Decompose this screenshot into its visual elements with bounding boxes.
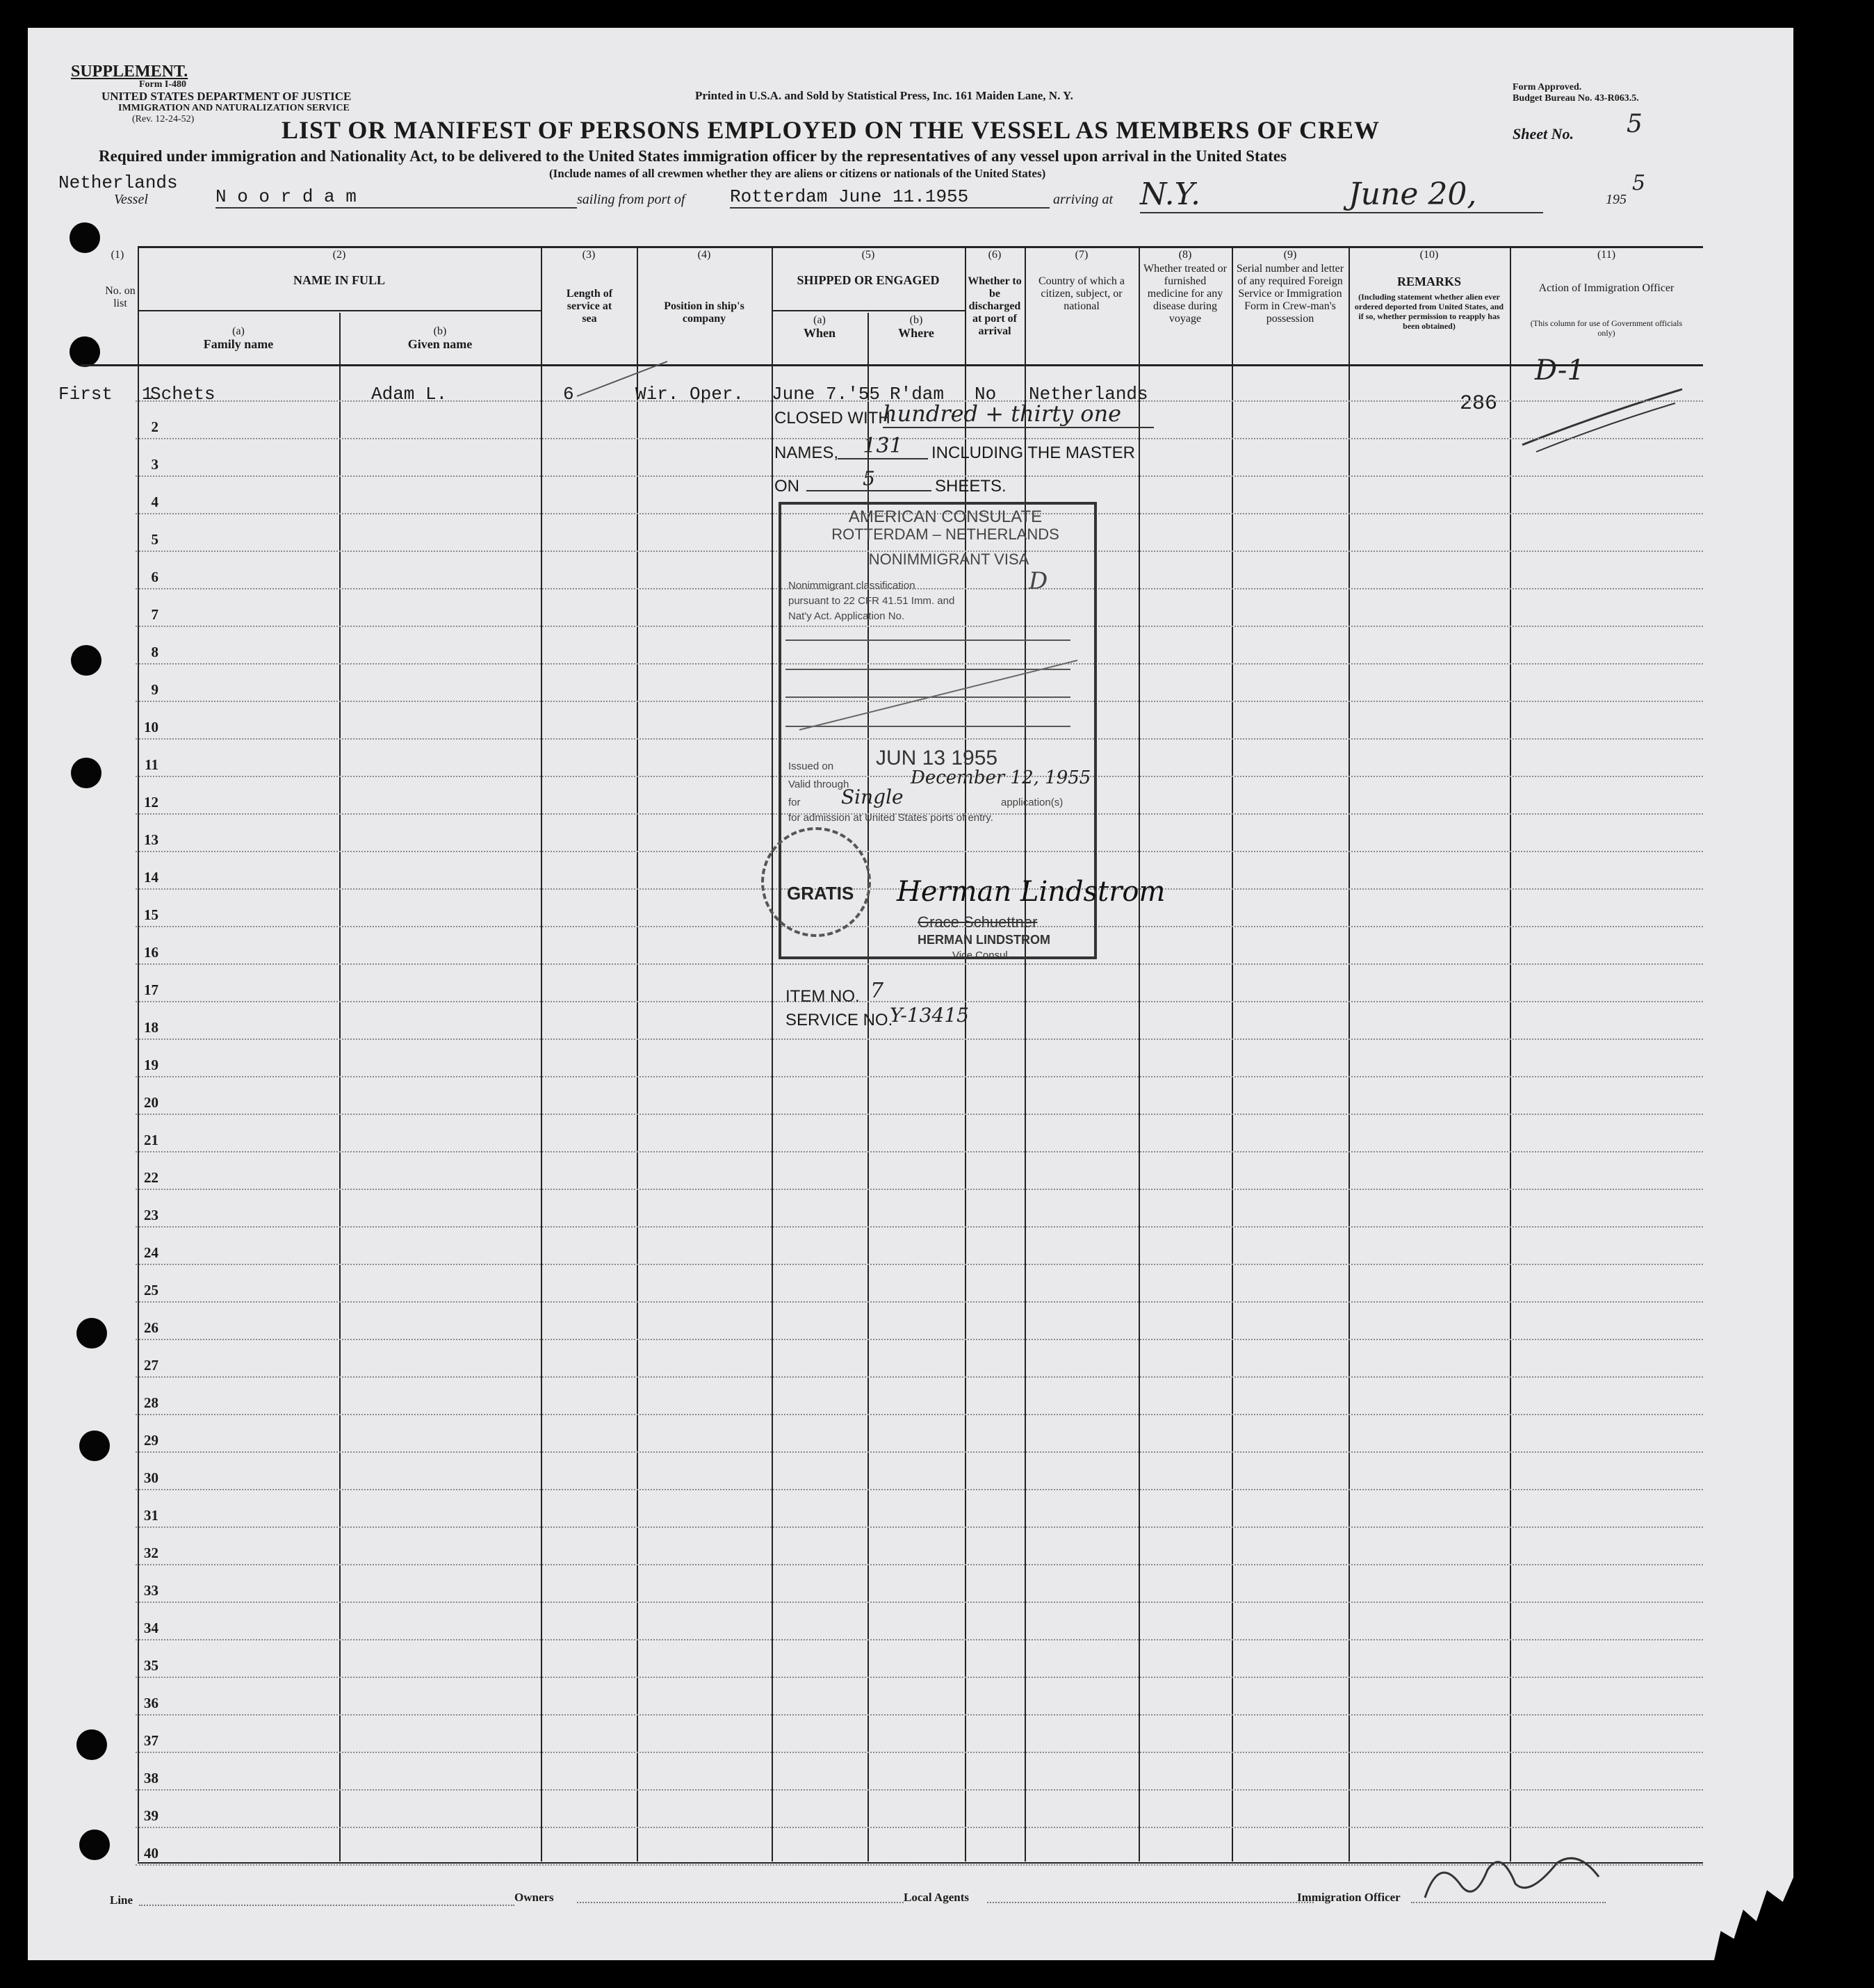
row-number: 19 [144,1057,158,1073]
sheets-label: SHEETS. [935,477,1007,496]
row-number: 17 [144,981,158,998]
department: UNITED STATES DEPARTMENT OF JUSTICE [101,90,352,103]
row-number: 38 [144,1770,158,1786]
row-number: 12 [144,794,158,810]
row-rule [136,1639,1703,1640]
punch-hole [76,1729,107,1760]
punch-hole [70,222,100,253]
budget-bureau: Budget Bureau No. 43-R063.5. [1513,93,1639,104]
row-number: 8 [151,644,158,660]
on-label: ON [774,477,799,496]
row-rule [136,1376,1703,1378]
row-rule [136,1714,1703,1716]
printer-note: Printed in U.S.A. and Sold by Statistical Press, Inc. 161 Maiden Lane, N. Y. [695,89,1073,102]
col-6-number: (6) [988,249,1002,261]
col-10-number: (10) [1419,249,1439,261]
consulate-seal [761,827,871,937]
sheet-label: Sheet No. [1513,125,1574,142]
row-number: 7 [151,606,158,623]
row-number: 13 [144,831,158,848]
sheets-count: 5 [806,467,931,491]
stamp-consulate: AMERICAN CONSULATE [848,507,1043,526]
arriving-label: arriving at [1053,192,1114,207]
col-7-header: Country of which a citizen, subject, or national [1038,275,1125,312]
sailing-label: sailing from port of [577,192,685,207]
row-number: 21 [144,1132,158,1148]
officer-signature [1418,1842,1640,1912]
consul-signature: Herman Lindstrom [897,876,1166,908]
col-9-header: Serial number and letter of any required Foreign Service or Immigration Form in Crew-man's possession [1236,263,1344,325]
manifest-page [28,28,1793,1960]
row-number: 9 [151,681,158,698]
entry-country: Netherlands [1029,384,1148,405]
arriving-port: N.Y. [1140,177,1543,213]
row-rule [136,1789,1703,1791]
row-number: 16 [144,944,158,961]
col-11-note: (This column for use of Government officials only) [1530,318,1683,338]
punch-hole [71,758,101,788]
revision: (Rev. 12-24-52) [132,114,195,124]
row-rule [136,1301,1703,1303]
col-11-number: (11) [1597,249,1616,261]
closed-with-label: CLOSED WITH [774,409,890,427]
stamp-class-value: D [1029,567,1048,595]
stamp-issued-date: JUN 13 1955 [876,747,998,769]
entry-position: Wir. Oper. [635,384,744,405]
col-5a-letter: (a) [813,314,826,326]
row-rule [136,1151,1703,1152]
footer-officer-label: Immigration Officer [1297,1891,1401,1904]
entry-number: 1 [142,384,153,405]
stamp-gratis: GRATIS [787,883,854,904]
vessel-label: Vessel [114,192,148,207]
col-2b-letter: (b) [433,325,447,337]
form-approved: Form Approved. [1513,82,1582,92]
col-8-number: (8) [1178,249,1192,261]
col-11-header: Action of Immigration Officer [1538,282,1675,294]
col-2a-header: Family name [203,337,274,351]
col-4-header: Position in ship's company [664,300,744,325]
country-typed: Netherlands [58,172,178,193]
row-number: 23 [144,1207,158,1223]
row-number: 3 [151,456,158,473]
supplement-label: SUPPLEMENT. [71,63,188,81]
row-number: 15 [144,906,158,923]
entry-remarks: 286 [1460,392,1498,416]
stamp-admission: for admission at United States ports of entry. [788,812,993,824]
col-5a-header: When [803,326,836,340]
row-number: 36 [144,1695,158,1711]
entry-service-length: 6 [563,384,574,405]
stamp-valid-date: December 12, 1955 [911,767,1091,788]
row-number: 20 [144,1094,158,1111]
stamp-visa-type: NONIMMIGRANT VISA [868,551,1029,568]
names-label: NAMES, [774,443,839,462]
row-number: 39 [144,1807,158,1824]
service-number: Y-13415 [890,1004,969,1027]
entry-given-name: Adam L. [371,384,448,405]
stamp-city: ROTTERDAM – NETHERLANDS [831,525,1059,543]
row-number: 34 [144,1620,158,1636]
row-rule [136,1076,1703,1077]
row-rule [136,1189,1703,1190]
service-label: SERVICE NO. [785,1011,893,1029]
form-number: Form I-480 [139,79,187,90]
row-number: 40 [144,1845,158,1861]
entry-shipped-when: June 7.'55 [772,384,881,405]
row-number: 10 [144,719,158,735]
entry-prefix: First [58,384,113,405]
punch-hole [79,1830,110,1860]
including-master: INCLUDING THE MASTER [931,443,1135,462]
stamp-entries: Single [841,785,904,808]
col-10-note: (Including statement whether alien ever ordered deported from United States, and if so, whether permission to reapply has been obtained) [1354,292,1504,331]
action-checkmark [1508,375,1689,459]
stamp-classification: Nonimmigrant classification [788,580,915,592]
page-title: LIST OR MANIFEST OF PERSONS EMPLOYED ON THE VESSEL AS MEMBERS OF CREW [282,116,1380,144]
row-number: 5 [151,531,158,548]
row-number: 6 [151,569,158,585]
sailing-port: Rotterdam June 11.1955 [730,186,1050,209]
item-label: ITEM NO. [785,987,860,1006]
footer-line-label: Line [110,1893,133,1907]
item-number: 7 [870,979,884,1003]
required-statement: Required under immigration and Nationality Act, to be delivered to the United States immigration officer by the representatives of any vessel upon arrival in the United States [99,147,1287,165]
row-number: 35 [144,1657,158,1674]
year-prefix: 195 [1606,192,1627,207]
row-rule [136,1752,1703,1753]
col-5b-letter: (b) [909,314,923,326]
row-rule [136,1038,1703,1040]
stamp-vice-consul: Vice Consul [952,950,1008,961]
col-6-header: Whether to be discharged at port of arrival [968,275,1022,337]
col-5b-header: Where [898,326,934,340]
row-number: 26 [144,1319,158,1336]
row-number: 4 [151,494,158,510]
row-rule [136,1827,1703,1828]
punch-hole [79,1431,110,1461]
entry-family-name: Schets [150,384,215,405]
row-rule [136,1114,1703,1115]
row-rule [136,1489,1703,1490]
row-number: 33 [144,1582,158,1599]
row-rule [136,963,1703,965]
stamp-issued-label: Issued on [788,760,834,772]
footer-agents-label: Local Agents [904,1891,969,1904]
punch-hole [76,1318,107,1349]
row-number: 18 [144,1019,158,1036]
col-7-number: (7) [1075,249,1089,261]
row-number: 22 [144,1169,158,1186]
col-1-number: (1) [111,249,124,261]
row-number: 37 [144,1732,158,1749]
col-4-number: (4) [697,249,711,261]
col-2-header: NAME IN FULL [293,273,385,287]
vessel-name: N o o r d a m [215,186,577,209]
row-rule [136,1339,1703,1340]
row-number: 29 [144,1432,158,1449]
entry-shipped-where: R'dam [890,384,945,405]
closed-with-count: hundred + thirty one [883,400,1154,428]
row-number: 30 [144,1469,158,1486]
col-10-header: REMARKS [1396,275,1461,288]
col-1-header: No. on list [105,285,136,309]
col-9-number: (9) [1283,249,1297,261]
punch-hole [71,645,101,676]
footer-owners-label: Owners [514,1891,554,1904]
row-rule [136,1451,1703,1453]
stamp-diagonal-mark [792,653,1084,744]
row-rule [136,1414,1703,1415]
row-rule [136,1001,1703,1002]
row-rule [136,1526,1703,1528]
row-number: 25 [144,1282,158,1298]
row-rule [136,1564,1703,1565]
col-3-header: Length of service at sea [566,288,613,325]
row-number: 2 [151,418,158,435]
torn-corner [1661,1863,1793,1960]
stamp-struck-name: Grace Schuettner [918,913,1038,931]
col-2a-letter: (a) [232,325,245,337]
row-number: 11 [145,756,158,773]
punch-hole [70,336,100,367]
stamp-for-label: for [788,797,801,808]
stamp-valid-label: Valid through [788,779,849,790]
sheet-number: 5 [1627,110,1643,138]
row-number: 28 [144,1394,158,1411]
row-rule [136,1602,1703,1603]
service-tick [570,355,681,403]
col-2-number: (2) [332,249,346,261]
col-5-header: SHIPPED OR ENGAGED [797,273,940,287]
row-number: 32 [144,1545,158,1561]
arriving-date: June 20, [1349,177,1477,212]
col-3-number: (3) [582,249,596,261]
row-number: 14 [144,869,158,886]
row-rule [136,1677,1703,1678]
col-2b-header: Given name [407,337,473,351]
stamp-applications: application(s) [1001,797,1064,808]
stamp-cfr: pursuant to 22 CFR 41.51 Imm. and [788,595,955,607]
stamp-application: Nat'y Act. Application No. [788,610,905,622]
entry-discharged: No [975,384,997,405]
col-5-number: (5) [861,249,875,261]
col-8-header: Whether treated or furnished medicine for any disease during voyage [1143,263,1227,325]
row-number: 31 [144,1507,158,1524]
row-rule [136,1264,1703,1265]
names-count: 131 [838,434,928,459]
row-rule [136,1226,1703,1228]
entry-action: D-1 [1535,355,1585,386]
row-number: 24 [144,1244,158,1261]
include-note: (Include names of all crewmen whether they are aliens or citizens or nationals of the United States) [549,167,1046,180]
row-number: 27 [144,1357,158,1374]
service-name: IMMIGRATION AND NATURALIZATION SERVICE [118,103,350,113]
year-suffix: 5 [1632,171,1646,195]
stamp-consul-name: HERMAN LINDSTROM [918,933,1050,947]
